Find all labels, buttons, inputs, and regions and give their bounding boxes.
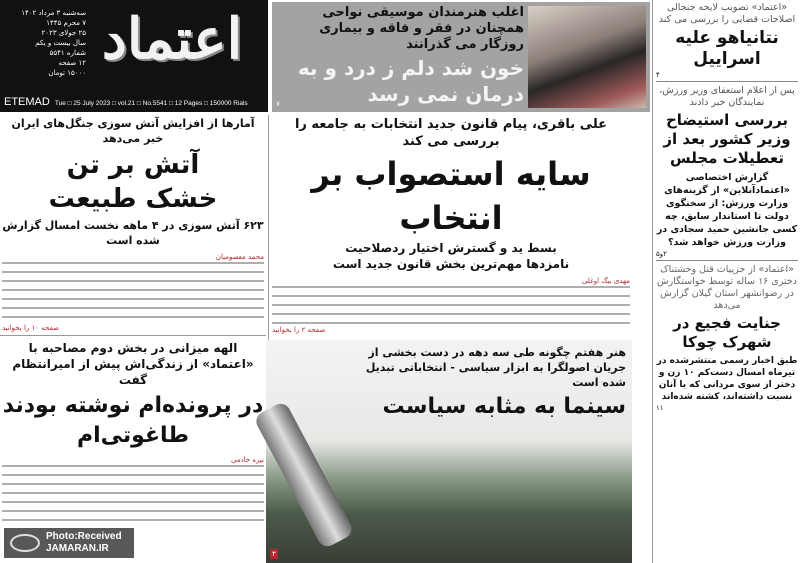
story-kicker: «اعتماد» تصویب لایحه جنجالی اصلاحات قضایی را بررسی می کند — [658, 2, 796, 25]
column-divider — [652, 0, 653, 563]
watermark-line: Photo:Received — [46, 531, 122, 542]
page-ref: ۷ — [276, 100, 280, 108]
story-kicker: آمارها از افزایش آتش سوزی جنگل‌های ایران خبر می‌دهد — [11, 117, 255, 145]
feature-text — [274, 5, 524, 109]
latin-name: ETEMAD — [4, 96, 50, 108]
main-subhead: بسط ید و گسترش اختیار ردصلاحیت نامزدها مهم‌ترین بخش قانون جدید است — [332, 241, 570, 271]
watermark-line: JAMARAN.IR — [46, 543, 109, 554]
date-line: سال بیست و یکم — [35, 39, 86, 47]
story-subhead: طبق اخبار رسمی منتشرشده در تیرماه امسال دست‌کم ۱۰ زن و دختر از سوی مردانی که با آنان نسبت داشته‌اند، کشته شده‌اند — [656, 356, 798, 402]
tank-barrel — [253, 400, 355, 549]
cinema-photo[interactable] — [266, 340, 632, 563]
story-forest-fires[interactable] — [2, 116, 264, 333]
date-line: ۱۲ صفحه — [58, 59, 86, 67]
masthead — [0, 0, 268, 112]
cinema-headline: سینما به مثابه سیاست — [382, 394, 626, 419]
page-ref: ۱۱ — [656, 404, 664, 412]
byline: مهدی بیگ اوغلی — [581, 277, 630, 285]
story-body — [2, 252, 264, 333]
divider — [0, 335, 266, 336]
date-line: ۱۵۰۰۰ تومان — [48, 69, 86, 77]
date-line: ۲۵ جولای ۲۰۲۳ — [41, 29, 86, 37]
main-body — [272, 276, 630, 335]
feature-headline: خون شد دلم ز درد و به درمان نمی رسد — [297, 56, 524, 106]
right-column — [656, 2, 798, 563]
date-line: شماره ۵۵۴۱ — [49, 49, 86, 57]
newspaper-logo: اعتماد — [101, 6, 243, 72]
story-sports-minister[interactable] — [656, 82, 798, 261]
continue-link[interactable]: صفحه ۱۰ را بخوانید — [2, 324, 60, 332]
main-kicker: علی باقری، پیام قانون جدید انتخابات به جامعه را بررسی می کند — [294, 117, 608, 149]
byline: نیره خادمی — [231, 456, 264, 464]
watermark — [4, 528, 134, 558]
date-line: ۷ محرم ۱۴۴۵ — [46, 19, 86, 27]
story-elahe-mizani[interactable] — [2, 340, 264, 526]
jamaran-logo-icon — [10, 534, 40, 552]
story-headline: آتش بر تن خشک طبیعت — [48, 150, 218, 214]
story-subhead: گزارش اختصاصی «اعتمادآنلاین» از گزینه‌های وزارت ورزش: از سخنگوی دولت تا استاندار سابق، چه کسی جانشین حمید سجادی در وزارت ورزش خواهد شد؟ — [656, 172, 798, 248]
story-kicker: پس از اعلام استعفای وزیر ورزش، نمایندگان خبر دادند — [659, 85, 795, 108]
story-body-text — [2, 465, 264, 526]
continue-link[interactable]: صفحه ۲ را بخوانید — [272, 326, 326, 334]
story-headline: نتانیاهو علیه اسراییل — [675, 28, 779, 69]
page-ref: ۳ — [272, 550, 276, 558]
main-story[interactable] — [272, 116, 630, 335]
cinema-kicker: هنر هفتم چگونه طی سه دهه در دست بخشی از جریان اصولگرا به ابزار سیاسی - انتخاباتی تبدیل شده است — [365, 346, 626, 389]
issue-info — [6, 8, 86, 78]
story-subhead: ۶۲۳ آتش سوزی در ۴ ماهه نخست امسال گزارش شده است — [2, 219, 264, 247]
story-body — [2, 455, 264, 526]
story-chooka-crime[interactable] — [656, 261, 798, 413]
story-headline: در پرونده‌ام نوشته بودند طاغوتی‌ام — [2, 393, 264, 448]
story-netanyahu[interactable] — [656, 2, 798, 82]
masthead-footer — [4, 96, 266, 108]
top-feature[interactable] — [272, 2, 650, 112]
main-body-text — [272, 286, 630, 325]
byline: محمد معصومیان — [215, 253, 264, 261]
main-headline: سایه استصواب بر انتخاب — [311, 155, 591, 237]
story-kicker: «اعتماد» از جزییات قتل وحشتناک دختری ۱۶ ساله توسط خواستگارش در رضوانشهر استان گیلان گزارش می‌دهد — [657, 264, 797, 311]
date-line: سه‌شنبه ۳ مرداد ۱۴۰۲ — [21, 9, 86, 17]
page-ref: ۲و۵ — [656, 250, 667, 258]
story-body-text — [2, 262, 264, 323]
story-headline: بررسی استیضاح وزیر کشور بعد از تعطیلات مجلس — [663, 111, 791, 167]
story-headline: جنایت فجیع در شهرک چوکا — [673, 314, 781, 351]
musician-photo — [528, 6, 646, 108]
story-kicker: الهه میزانی در بخش دوم مصاحبه با «اعتماد» از زندگی‌اش پیش از امیرانتظام گفت — [12, 341, 254, 387]
latin-info: Tue □ 25 July 2023 □ vol.21 □ No.5541 □ 12 Pages □ 150000 Rials — [54, 100, 248, 107]
feature-kicker: اغلب هنرمندان موسیقی نواحی همچنان در فقر و فاقه و بیماری روزگار می گذرانند — [319, 5, 524, 52]
page-ref: ۴ — [656, 71, 660, 79]
cinema-text — [346, 345, 626, 422]
